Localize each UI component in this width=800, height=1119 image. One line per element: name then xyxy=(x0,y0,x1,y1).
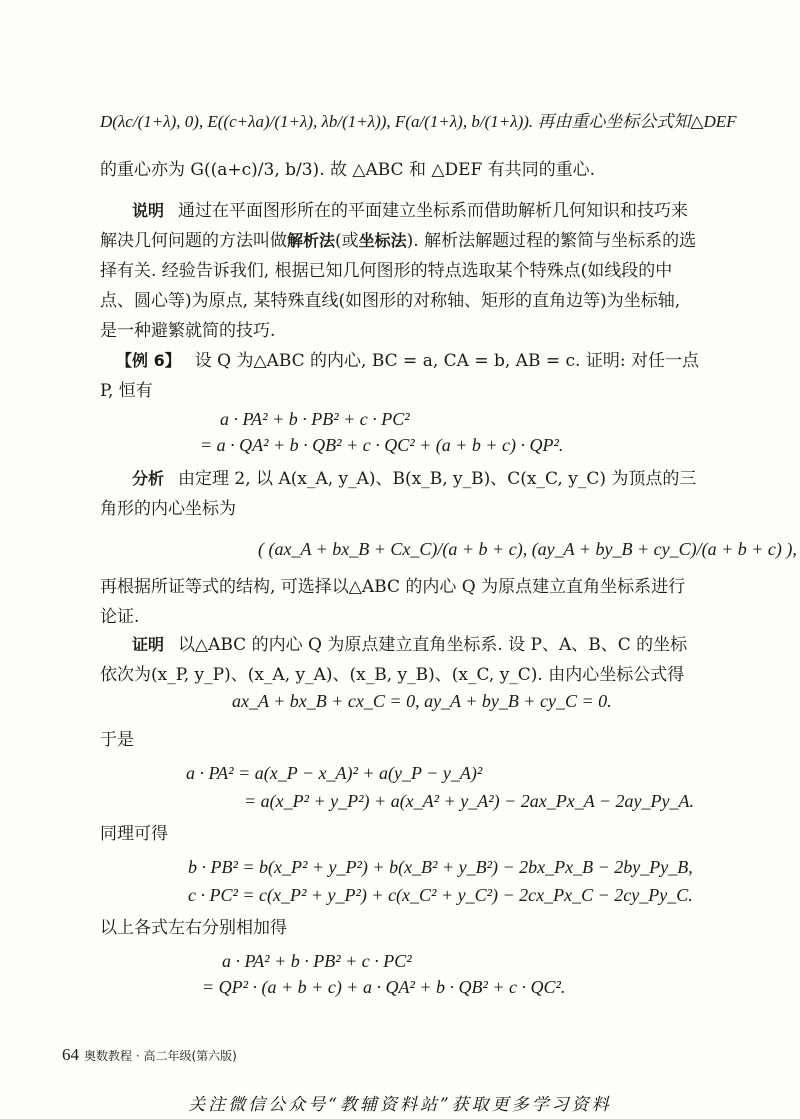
sum-text: 以上各式左右分别相加得 xyxy=(100,918,287,938)
example-text: 设 Q 为△ABC 的内心, BC = a, CA = b, AB = c. 证明: 对任一点 P, 恒有 xyxy=(100,351,699,401)
wechat-watermark: 关注微信公众号“教辅资料站”获取更多学习资料 xyxy=(188,1095,612,1115)
example-equation-line2: = a · QA² + b · QB² + c · QC² + (a + b + c) · QP². xyxy=(200,435,564,455)
expand-a-line1: a · PA² = a(x_P − x_A)² + a(y_P − y_A)² xyxy=(186,763,483,783)
centroid-conclusion: 的重心亦为 G((a+c)/3, b/3). 故 △ABC 和 △DEF 有共同的重心. xyxy=(100,160,596,180)
sum-equation-line1: a · PA² + b · PB² + c · PC² xyxy=(222,951,412,971)
remark-label: 说明 xyxy=(132,201,165,220)
incenter-formula: ( (ax_A + bx_B + Cx_C)/(a + b + c), (ay_A + by_B + cy_C)/(a + b + c) ), xyxy=(258,539,797,559)
proof-label: 证明 xyxy=(132,635,165,654)
remark-text-mid: (或 xyxy=(335,231,359,251)
example-label: 【例 6】 xyxy=(116,351,181,370)
example-statement xyxy=(100,346,700,406)
expand-b-equation: b · PB² = b(x_P² + y_P²) + b(x_B² + y_B²) − 2bx_Px_B − 2by_Py_B, xyxy=(188,857,693,877)
proof-paragraph xyxy=(100,630,700,690)
proof-text: 以△ABC 的内心 Q 为原点建立直角坐标系. 设 P、A、B、C 的坐标依次为(x_P, y_P)、(x_A, y_A)、(x_B, y_B)、(x_C, y_C). 由内心坐标公式得 xyxy=(100,635,688,685)
book-title: 奥数教程 · 高二年级(第六版) xyxy=(84,1049,237,1063)
coordinate-method-term: 坐标法 xyxy=(358,231,407,250)
therefore-text: 于是 xyxy=(100,730,134,750)
coordinates-line: D(λc/(1+λ), 0), E((c+λa)/(1+λ), λb/(1+λ)), F(a/(1+λ), b/(1+λ)). 再由重心坐标公式知△DEF xyxy=(100,112,737,131)
expand-a-line2: = a(x_P² + y_P²) + a(x_A² + y_A²) − 2ax_Px_A − 2ay_Py_A. xyxy=(244,791,694,811)
similarly-text: 同理可得 xyxy=(100,824,168,844)
analysis-text: 由定理 2, 以 A(x_A, y_A)、B(x_B, y_B)、C(x_C, y_C) 为顶点的三角形的内心坐标为 xyxy=(100,469,697,519)
analysis-followup: 再根据所证等式的结构, 可选择以△ABC 的内心 Q 为原点建立直角坐标系进行论证. xyxy=(100,577,686,627)
analytic-method-term: 解析法 xyxy=(287,231,336,250)
remark-text-before: 通过在平面图形所在的平面建立坐标系而借助解析几何知识和技巧来解决几何问题的方法叫做 xyxy=(100,201,689,251)
expand-c-equation: c · PC² = c(x_P² + y_P²) + c(x_C² + y_C²) − 2cx_Px_C − 2cy_Py_C. xyxy=(188,885,693,905)
page-number: 64 xyxy=(62,1045,79,1064)
example-equation-line1: a · PA² + b · PB² + c · PC² xyxy=(220,409,410,429)
analysis-label: 分析 xyxy=(132,469,165,488)
remark-paragraph xyxy=(100,196,700,346)
remark-text-after: ). 解析法解题过程的繁简与坐标系的选择有关. 经验告诉我们, 根据已知几何图形的特点选取某个特殊点(如线段的中点、圆心等)为原点, 某特殊直线(如图形的对称轴、矩形的直角边等)为坐标轴, 是一种避繁就简的技巧. xyxy=(100,231,697,341)
incenter-zero-equation: ax_A + bx_B + cx_C = 0, ay_A + by_B + cy_C = 0. xyxy=(232,691,612,711)
analysis-paragraph xyxy=(100,464,700,524)
sum-equation-line2: = QP² · (a + b + c) + a · QA² + b · QB² + c · QC². xyxy=(202,977,566,997)
